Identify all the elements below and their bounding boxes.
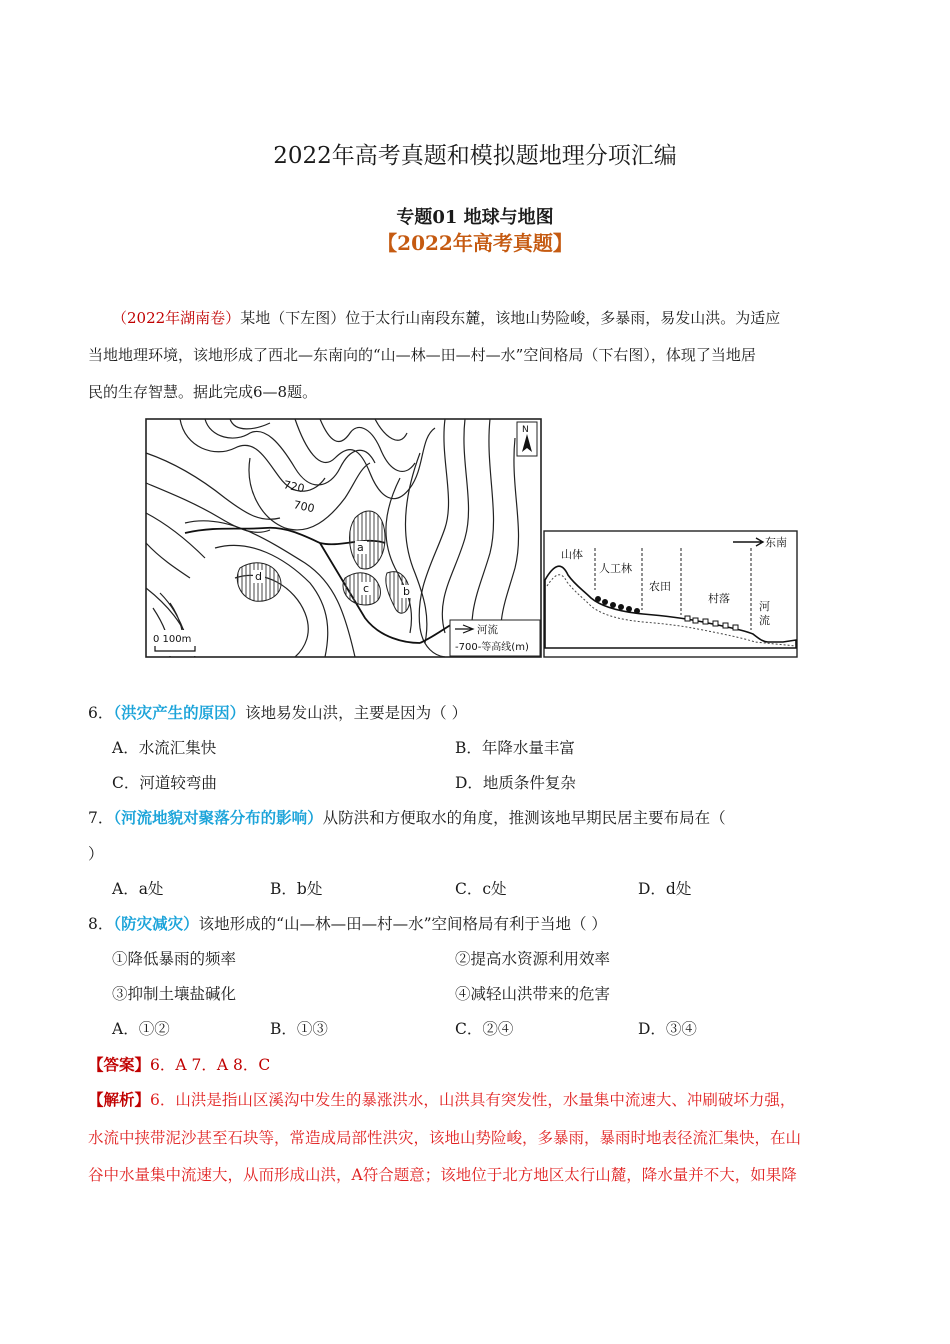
site-a-label: a [357, 541, 364, 554]
question-8 [88, 912, 607, 934]
q6-tag: （洪灾产生的原因） [113, 703, 246, 722]
q6-option-a: A．水流汇集快 [112, 739, 217, 757]
contour-map [145, 418, 542, 658]
answer-label: 【答案】 [88, 1055, 151, 1074]
q8-statement-4: ④减轻山洪带来的危害 [455, 985, 611, 1003]
q8-option-d: D．③④ [638, 1020, 697, 1038]
scale-label: 0 100m [153, 634, 192, 645]
site-c-label: c [363, 582, 370, 595]
q7-option-a: A．a处 [112, 880, 164, 898]
q6-option-b: B．年降水量丰富 [455, 739, 575, 757]
q8-option-c: C．②④ [455, 1020, 514, 1038]
north-arrow [517, 422, 537, 456]
analysis-line-2: 水流中挟带泥沙甚至石块等，常造成局部性洪灾，该地山势险峻，多暴雨，暴雨时地表径流汇集快，在山 [88, 1129, 802, 1147]
q6-option-d: D．地质条件复杂 [455, 774, 576, 792]
q7-option-c: C．c处 [455, 880, 507, 898]
scale-bar [150, 630, 210, 656]
q8-statement-2: ②提高水资源利用效率 [455, 950, 611, 968]
q8-option-b: B．①③ [270, 1020, 328, 1038]
intro-line-3: 民的生存智慧。据此完成6—8题。 [88, 383, 318, 401]
q8-statement-1: ①降低暴雨的频率 [112, 950, 237, 968]
intro-text-1: 某地（下左图）位于太行山南段东麓，该地山势险峻，多暴雨，易发山洪。为适应 [240, 309, 781, 327]
contour-label-700: 700 [292, 498, 316, 516]
field-label: 农田 [649, 580, 671, 593]
contour-label-720: 720 [282, 478, 306, 496]
answer-line [88, 1053, 270, 1075]
q7-option-d: D．d处 [638, 880, 692, 898]
profile-diagram [543, 530, 798, 658]
north-label: N [522, 425, 529, 435]
analysis-text-1: 6．山洪是指山区溪沟中发生的暴涨洪水，山洪具有突发性，水量集中流速大、冲刷破坏力强， [150, 1091, 796, 1109]
analysis-label: 【解析】 [88, 1090, 151, 1109]
document-title: 2022年高考真题和模拟题地理分项汇编 [273, 143, 677, 169]
intro-line-1 [112, 300, 780, 336]
section-heading: 【2022年高考真题】 [377, 231, 573, 255]
q7-close-paren: ） [88, 845, 104, 863]
q6-option-c: C．河道较弯曲 [112, 774, 217, 792]
intro-source: （2022年湖南卷） [112, 309, 241, 327]
village-label: 村落 [708, 592, 730, 605]
q6-stem: 该地易发山洪，主要是因为（ ） [245, 704, 468, 722]
analysis-line-3: 谷中水量集中流速大，从而形成山洪，A符合题意；该地位于北方地区太行山麓，降水量并不大，如果降 [88, 1166, 797, 1184]
direction-label: 东南 [765, 536, 787, 549]
legend-contour: -700-等高线(m) [455, 642, 529, 653]
q6-number: 6． [88, 704, 114, 722]
map-legend [450, 620, 540, 656]
mountain-label: 山体 [561, 548, 583, 561]
q8-option-a: A．①② [112, 1020, 170, 1038]
question-6 [88, 701, 467, 723]
river-label-1: 河 [759, 600, 770, 613]
q7-tag: （河流地貌对聚落分布的影响） [113, 808, 323, 827]
site-d-label: d [255, 570, 262, 583]
q7-stem: 从防洪和方便取水的角度，推测该地早期民居主要布局在（ [322, 809, 726, 827]
legend-river: 河流 [477, 624, 498, 636]
intro-line-2: 当地地理环境，该地形成了西北—东南向的“山—林—田—村—水”空间格局（下右图），体现了当地居 [88, 346, 756, 364]
analysis-line-1 [88, 1088, 795, 1110]
q8-number: 8． [88, 915, 114, 933]
q8-statement-3: ③抑制土壤盐碱化 [112, 985, 237, 1003]
q7-option-b: B．b处 [270, 880, 323, 898]
river-label-2: 流 [759, 614, 770, 627]
forest-label: 人工林 [599, 562, 632, 575]
question-7 [88, 806, 726, 828]
topic-subtitle: 专题01 地球与地图 [396, 207, 554, 228]
q7-number: 7． [88, 809, 114, 827]
answer-text: 6．A 7．A 8．C [150, 1056, 271, 1074]
q8-stem: 该地形成的“山—林—田—村—水”空间格局有利于当地（ ） [198, 915, 607, 933]
q8-tag: （防灾减灾） [113, 914, 199, 933]
site-b-label: b [403, 585, 410, 598]
